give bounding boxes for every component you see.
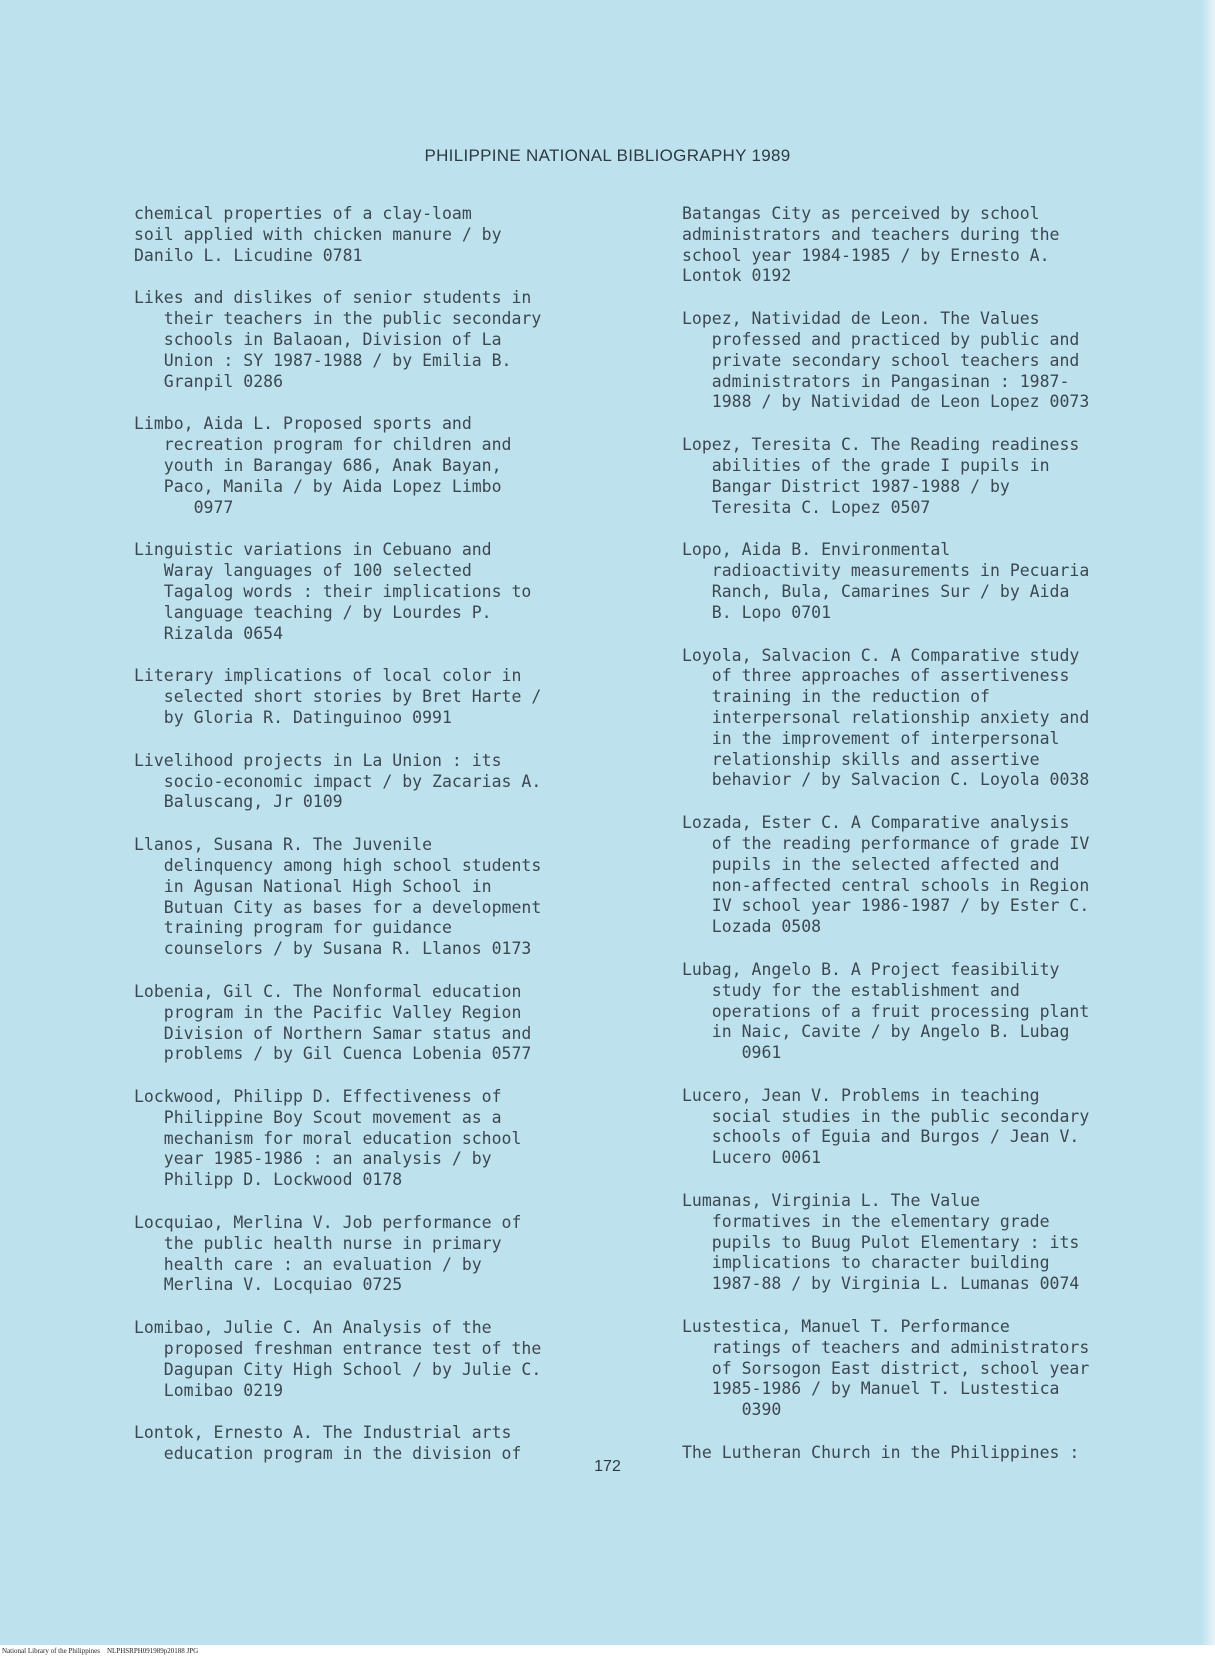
- bibliography-entry: Lucero, Jean V. Problems in teaching social studies in the public secondary schools of Eguia and Burgos / Jean V. Lucero 0061: [682, 1085, 1090, 1168]
- bibliography-entry: Lustestica, Manuel T. Performance ratings of teachers and administrators of Sorsogon East district, school year 1985-1986 / by Manuel T. Lustestica 0390: [682, 1317, 1090, 1420]
- bibliography-entry: Lockwood, Philipp D. Effectiveness of Philippine Boy Scout movement as a mechanism for moral education school year 1985-1986 : an analysis / by Philipp D. Lockwood 0178: [134, 1087, 522, 1190]
- bibliography-entry: Lumanas, Virginia L. The Value formatives in the elementary grade pupils to Buug Pulot Elementary : its implications to character building 1987-88 / by Virginia L. Lumanas 0074: [682, 1191, 1080, 1294]
- bibliography-entry: Likes and dislikes of senior students in their teachers in the public secondary schools in Balaoan, Division of La Union : SY 1987-1988 / by Emilia B. Granpil 0286: [134, 288, 542, 391]
- bibliography-entry: Lozada, Ester C. A Comparative analysis of the reading performance of grade IV pupils in the selected affected and non-affected central schools in Region IV school year 1986-1987 / by Ester C. Lozada 0508: [682, 813, 1090, 937]
- left-column: [134, 204, 634, 1487]
- right-column: [682, 204, 1182, 1486]
- bibliography-entry: Llanos, Susana R. The Juvenile delinquency among high school students in Agusan National High School in Butuan City as bases for a development training program for guidance counselors / by Susana R. Llanos 0173: [134, 835, 542, 959]
- bibliography-entry: Lomibao, Julie C. An Analysis of the proposed freshman entrance test of the Dagupan City High School / by Julie C. Lomibao 0219: [134, 1318, 542, 1400]
- bibliography-entry: Lopez, Natividad de Leon. The Values professed and practiced by public and private secondary school teachers and administrators in Pangasinan : 1987- 1988 / by Natividad de Leon Lopez 0073: [682, 309, 1090, 412]
- bibliography-entry: Lopo, Aida B. Environmental radioactivity measurements in Pecuaria Ranch, Bula, Camarines Sur / by Aida B. Lopo 0701: [682, 540, 1090, 622]
- bibliography-entry: Literary implications of local color in selected short stories by Bret Harte / by Gloria R. Datinguinoo 0991: [134, 666, 542, 727]
- scan-footer: National Library of the Philippines NLPHSRPH091989p20188 JPG: [0, 1645, 1215, 1658]
- page-number: 172: [594, 1458, 621, 1475]
- bibliography-entry: Locquiao, Merlina V. Job performance of the public health nurse in primary health care : an evaluation / by Merlina V. Locquiao 0725: [134, 1213, 522, 1295]
- bibliography-entry: The Lutheran Church in the Philippines :: [682, 1443, 1080, 1463]
- bibliography-entry: Batangas City as perceived by school administrators and teachers during the school year 1984-1985 / by Ernesto A. Lontok 0192: [682, 204, 1060, 286]
- bibliography-entry: Lontok, Ernesto A. The Industrial arts education program in the division of: [134, 1423, 522, 1464]
- bibliography-entry: Lubag, Angelo B. A Project feasibility study for the establishment and operations of a fruit processing plant in Naic, Cavite / by Angelo B. Lubag 0961: [682, 959, 1090, 1063]
- bibliography-entry: Lobenia, Gil C. The Nonformal education program in the Pacific Valley Region Division of Northern Samar status and problems / by Gil Cuenca Lobenia 0577: [134, 981, 532, 1064]
- bibliography-entry: chemical properties of a clay-loam soil applied with chicken manure / by Danilo L. Licudine 0781: [134, 204, 502, 265]
- page-edge: [1201, 0, 1215, 1658]
- bibliography-entry: Linguistic variations in Cebuano and Waray languages of 100 selected Tagalog words : their implications to language teaching / by Lourdes P. Rizalda 0654: [134, 540, 532, 643]
- bibliography-entry: Lopez, Teresita C. The Reading readiness abilities of the grade I pupils in Bangar District 1987-1988 / by Teresita C. Lopez 0507: [682, 435, 1080, 517]
- bibliography-entry: Livelihood projects in La Union : its socio-economic impact / by Zacarias A. Baluscang, Jr 0109: [134, 750, 542, 812]
- bibliography-entry: Limbo, Aida L. Proposed sports and recreation program for children and youth in Barangay 686, Anak Bayan, Paco, Manila / by Aida Lopez Limbo 0977: [134, 414, 512, 517]
- page-header: PHILIPPINE NATIONAL BIBLIOGRAPHY 1989: [424, 146, 791, 165]
- bibliography-entry: Loyola, Salvacion C. A Comparative study of three approaches of assertiveness training in the reduction of interpersonal relationship anxiety and in the improvement of interpersonal relationship skills and assertive behavior / by Salvacion C. Loyola 0038: [682, 645, 1090, 790]
